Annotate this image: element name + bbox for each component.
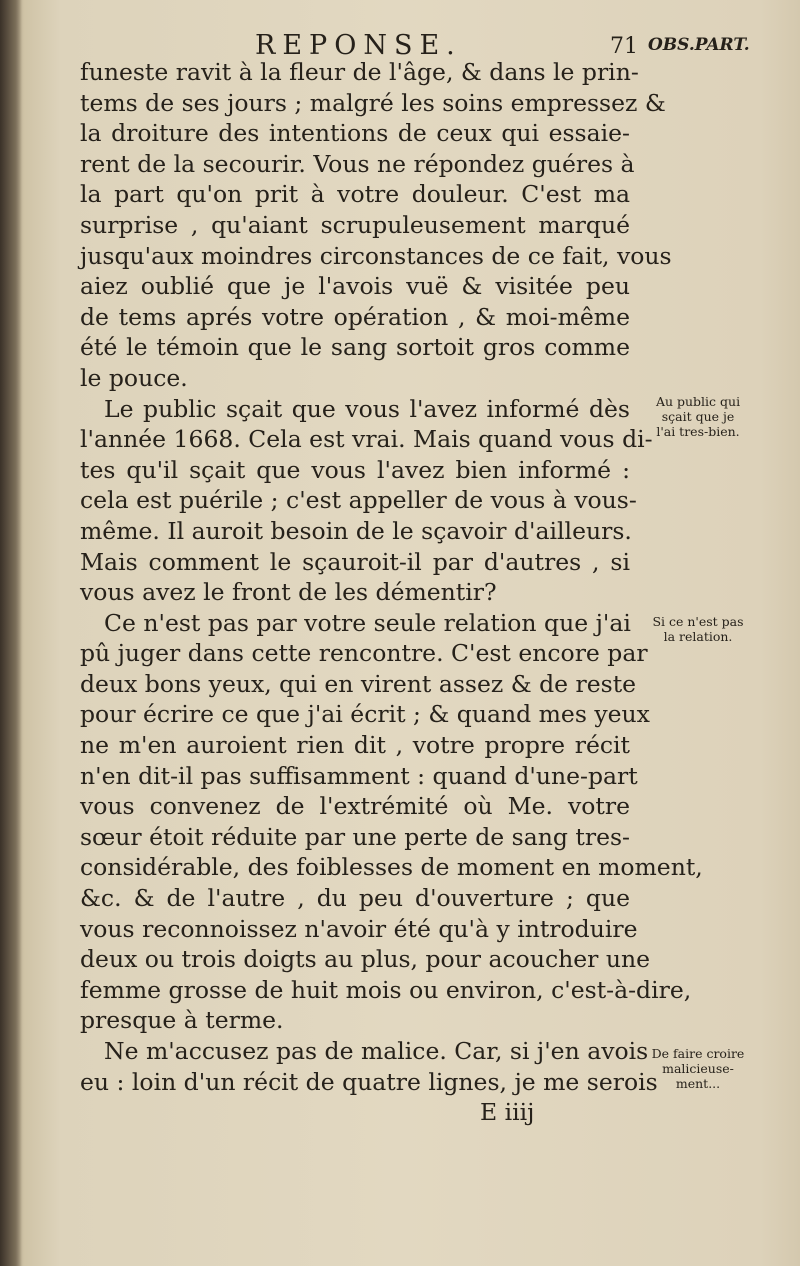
text-line: vous reconnoissez n'avoir été qu'à y introduire — [80, 914, 638, 943]
margin-note-line: l'ai tres-bien. — [656, 424, 740, 439]
margin-note-malice — [636, 1046, 760, 1091]
binding-shadow — [0, 0, 22, 1266]
text-line: deux bons yeux, qui en virent assez & de reste — [80, 669, 637, 698]
text-line: Mais comment le sçauroit-il par d'autres , si — [80, 547, 630, 576]
margin-note-line: Si ce n'est pas — [652, 614, 744, 629]
text-line: vous avez le front de les démentir? — [80, 578, 497, 607]
margin-note-line: sçait que je — [661, 409, 735, 424]
text-line: ne m'en auroient rien dit , votre propre récit — [80, 731, 630, 760]
margin-note-relation — [636, 614, 760, 644]
page-number: 71 — [610, 34, 638, 59]
text-line: Ce n'est pas par votre seule relation que j'ai — [104, 608, 631, 637]
text-line: vous convenez de l'extrémité où Me. votre — [80, 792, 630, 821]
text-line: considérable, des foiblesses de moment en moment, — [80, 853, 703, 882]
text-line: rent de la secourir. Vous ne répondez guéres à — [80, 149, 635, 178]
text-line: presque à terme. — [80, 1006, 284, 1035]
text-line: surprise , qu'aiant scrupuleusement marqué — [80, 210, 630, 239]
part-label: OBS.PART. — [648, 35, 750, 55]
text-line: n'en dit-il pas suffisamment : quand d'une-part — [80, 761, 638, 790]
text-line: deux ou trois doigts au plus, pour acoucher une — [80, 945, 651, 974]
margin-note-line: malicieuse- — [662, 1061, 734, 1076]
text-line: sœur étoit réduite par une perte de sang tres- — [80, 822, 630, 851]
text-line: pû juger dans cette rencontre. C'est encore par — [80, 639, 648, 668]
text-line: &c. & de l'autre , du peu d'ouverture ; que — [80, 884, 630, 913]
text-line: aiez oublié que je l'avois vuë & visitée peu — [80, 272, 630, 301]
margin-note-public — [636, 394, 760, 439]
text-line: eu : loin d'un récit de quatre lignes, je me serois — [80, 1067, 658, 1096]
text-line: de tems aprés votre opération , & moi-même — [80, 302, 630, 331]
text-line: la droiture des intentions de ceux qui essaie- — [80, 119, 630, 148]
text-line: jusqu'aux moindres circonstances de ce fait, vous — [80, 241, 672, 270]
text-line: funeste ravit à la fleur de l'âge, & dans le prin- — [80, 58, 639, 86]
signature-mark: E iiij — [480, 1098, 535, 1127]
margin-note-line: ment... — [675, 1076, 721, 1091]
text-line: la part qu'on prit à votre douleur. C'est ma — [80, 180, 630, 209]
text-line: tes qu'il sçait que vous l'avez bien informé : — [80, 455, 630, 484]
text-line: cela est puérile ; c'est appeller de vous à vous- — [80, 486, 637, 515]
text-line: tems de ses jours ; malgré les soins empressez & — [80, 88, 666, 117]
text-line: même. Il auroit besoin de le sçavoir d'ailleurs. — [80, 516, 632, 545]
margin-note-line: la relation. — [663, 629, 733, 644]
text-line: été le témoin que le sang sortoit gros comme — [80, 333, 630, 362]
text-line: femme grosse de huit mois ou environ, c'est-à-dire, — [80, 975, 692, 1004]
running-title: REPONSE. — [255, 30, 462, 61]
text-line: l'année 1668. Cela est vrai. Mais quand vous di- — [80, 425, 653, 454]
text-line: Le public sçait que vous l'avez informé dès — [104, 394, 630, 423]
text-line: Ne m'accusez pas de malice. Car, si j'en avois — [104, 1037, 649, 1065]
margin-note-line: De faire croire — [651, 1046, 745, 1061]
text-line: pour écrire ce que j'ai écrit ; & quand mes yeux — [80, 700, 650, 729]
text-line: le pouce. — [80, 363, 188, 392]
margin-note-line: Au public qui — [655, 394, 741, 409]
